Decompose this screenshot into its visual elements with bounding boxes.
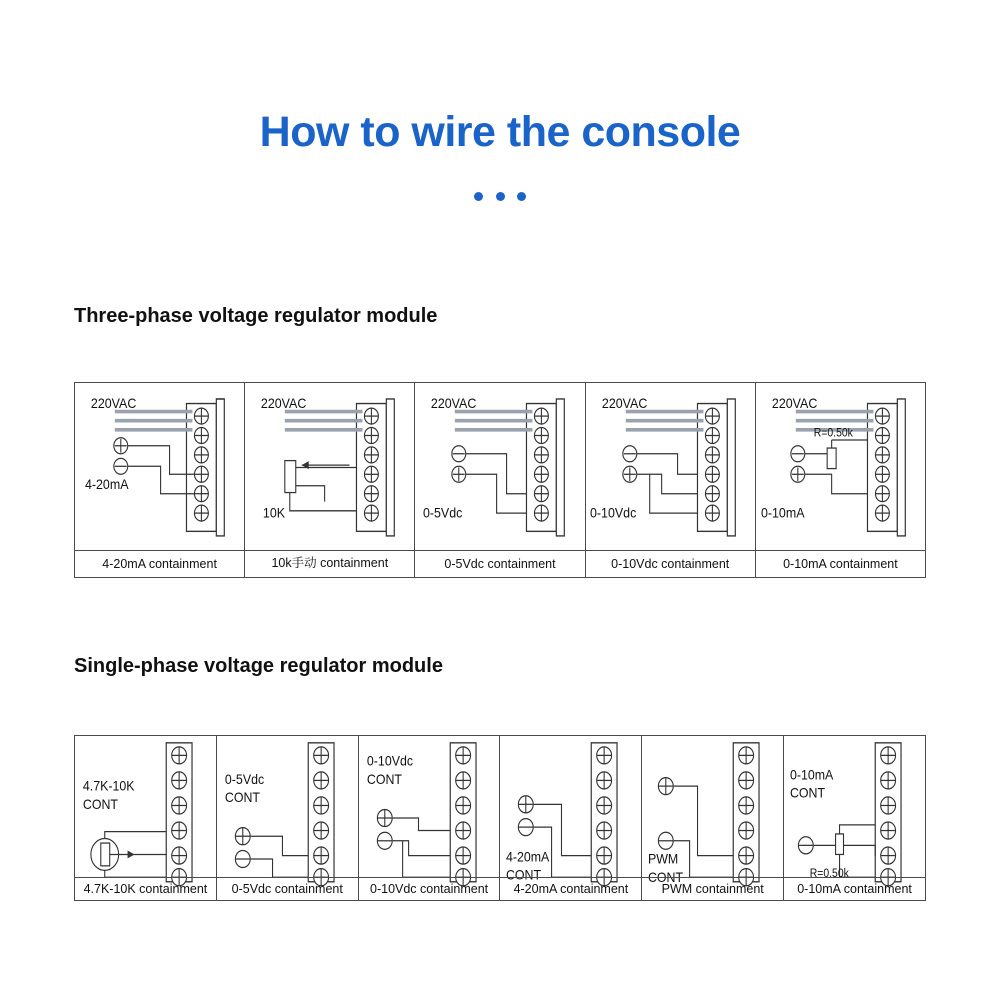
wiring-art-4-7k-10k [75, 736, 216, 900]
svg-text:0-10mA: 0-10mA [790, 766, 834, 783]
cell-caption: 0-10Vdc containment [370, 882, 489, 896]
wiring-art-4-20ma [75, 383, 244, 577]
cell-divider [75, 877, 216, 878]
wiring-art-10k [245, 383, 414, 577]
cell-divider [586, 550, 755, 551]
cell-divider [784, 877, 925, 878]
dot [517, 192, 526, 201]
svg-text:0-5Vdc: 0-5Vdc [224, 771, 264, 788]
svg-text:220VAC: 220VAC [601, 395, 647, 412]
svg-text:CONT: CONT [790, 784, 826, 801]
svg-text:CONT: CONT [366, 771, 402, 788]
wiring-art-0-10ma [756, 383, 925, 577]
svg-text:4-20mA: 4-20mA [506, 848, 550, 865]
section-heading-three-phase: Three-phase voltage regulator module [74, 305, 438, 327]
dot [496, 192, 505, 201]
svg-text:CONT: CONT [82, 796, 119, 813]
wiring-art-pwm [642, 736, 783, 900]
svg-text:CONT: CONT [648, 868, 684, 885]
svg-text:220VAC: 220VAC [90, 395, 137, 412]
svg-text:PWM: PWM [648, 850, 679, 867]
cell-divider [217, 877, 358, 878]
cell-caption: 10k手动 containment [271, 556, 389, 570]
cell-caption: PWM containment [661, 882, 764, 896]
cell-caption: 4.7K-10K containment [83, 882, 208, 896]
wiring-art-single-4-20ma [500, 736, 641, 900]
svg-text:220VAC: 220VAC [771, 395, 818, 412]
svg-text:0-10Vdc: 0-10Vdc [366, 752, 413, 769]
cell-divider [756, 550, 925, 551]
wiring-art-single-0-5vdc [217, 736, 358, 900]
diagram-cell-single-0-10vdc [359, 736, 501, 900]
diagram-cell-4-20ma [75, 383, 245, 577]
svg-text:CONT: CONT [506, 866, 542, 883]
diagram-cell-0-10ma [756, 383, 925, 577]
diagram-cell-0-5vdc [415, 383, 585, 577]
cell-divider [642, 877, 783, 878]
cell-divider [415, 550, 584, 551]
diagram-cell-0-10vdc [586, 383, 756, 577]
wiring-art-single-0-10vdc [359, 736, 500, 900]
svg-text:0-10Vdc: 0-10Vdc [589, 504, 636, 521]
diagram-cell-single-4-20ma [500, 736, 642, 900]
diagram-cell-4-7k-10k [75, 736, 217, 900]
diagram-cell-10k-manual [245, 383, 415, 577]
svg-text:220VAC: 220VAC [431, 395, 477, 412]
cell-caption: 0-10mA containment [797, 882, 912, 896]
single-phase-diagram-strip [74, 735, 926, 901]
svg-text:4.7K-10K: 4.7K-10K [82, 777, 135, 794]
svg-text:0-5Vdc: 0-5Vdc [423, 504, 463, 521]
diagram-cell-single-0-10ma [784, 736, 925, 900]
cell-caption: 0-5Vdc containment [444, 557, 556, 571]
wiring-art-single-0-10ma [784, 736, 925, 900]
decorative-dots [0, 188, 1000, 206]
svg-text:R=0.50k: R=0.50k [809, 867, 849, 881]
cell-divider [75, 550, 244, 551]
wiring-art-0-5vdc [415, 383, 584, 577]
svg-text:220VAC: 220VAC [261, 395, 307, 412]
cell-caption: 4-20mA containment [102, 557, 217, 571]
cell-caption: 0-10mA containment [783, 557, 898, 571]
section-heading-single-phase: Single-phase voltage regulator module [74, 655, 443, 677]
svg-text:4-20mA: 4-20mA [84, 476, 129, 493]
svg-text:10K: 10K [263, 504, 286, 521]
wiring-art-0-10vdc [586, 383, 755, 577]
page-title: How to wire the console [259, 108, 741, 156]
svg-text:CONT: CONT [224, 789, 260, 806]
cell-divider [500, 877, 641, 878]
cell-caption: 4-20mA containment [513, 882, 629, 896]
svg-text:R=0.50k: R=0.50k [813, 427, 853, 440]
cell-divider [359, 877, 500, 878]
diagram-cell-single-0-5vdc [217, 736, 359, 900]
diagram-cell-pwm [642, 736, 784, 900]
svg-text:0-10mA: 0-10mA [760, 504, 805, 521]
three-phase-diagram-strip [74, 382, 926, 578]
cell-caption: 0-5Vdc containment [231, 882, 343, 896]
dot [474, 192, 483, 201]
cell-divider [245, 550, 414, 551]
cell-caption: 0-10Vdc containment [611, 557, 730, 571]
